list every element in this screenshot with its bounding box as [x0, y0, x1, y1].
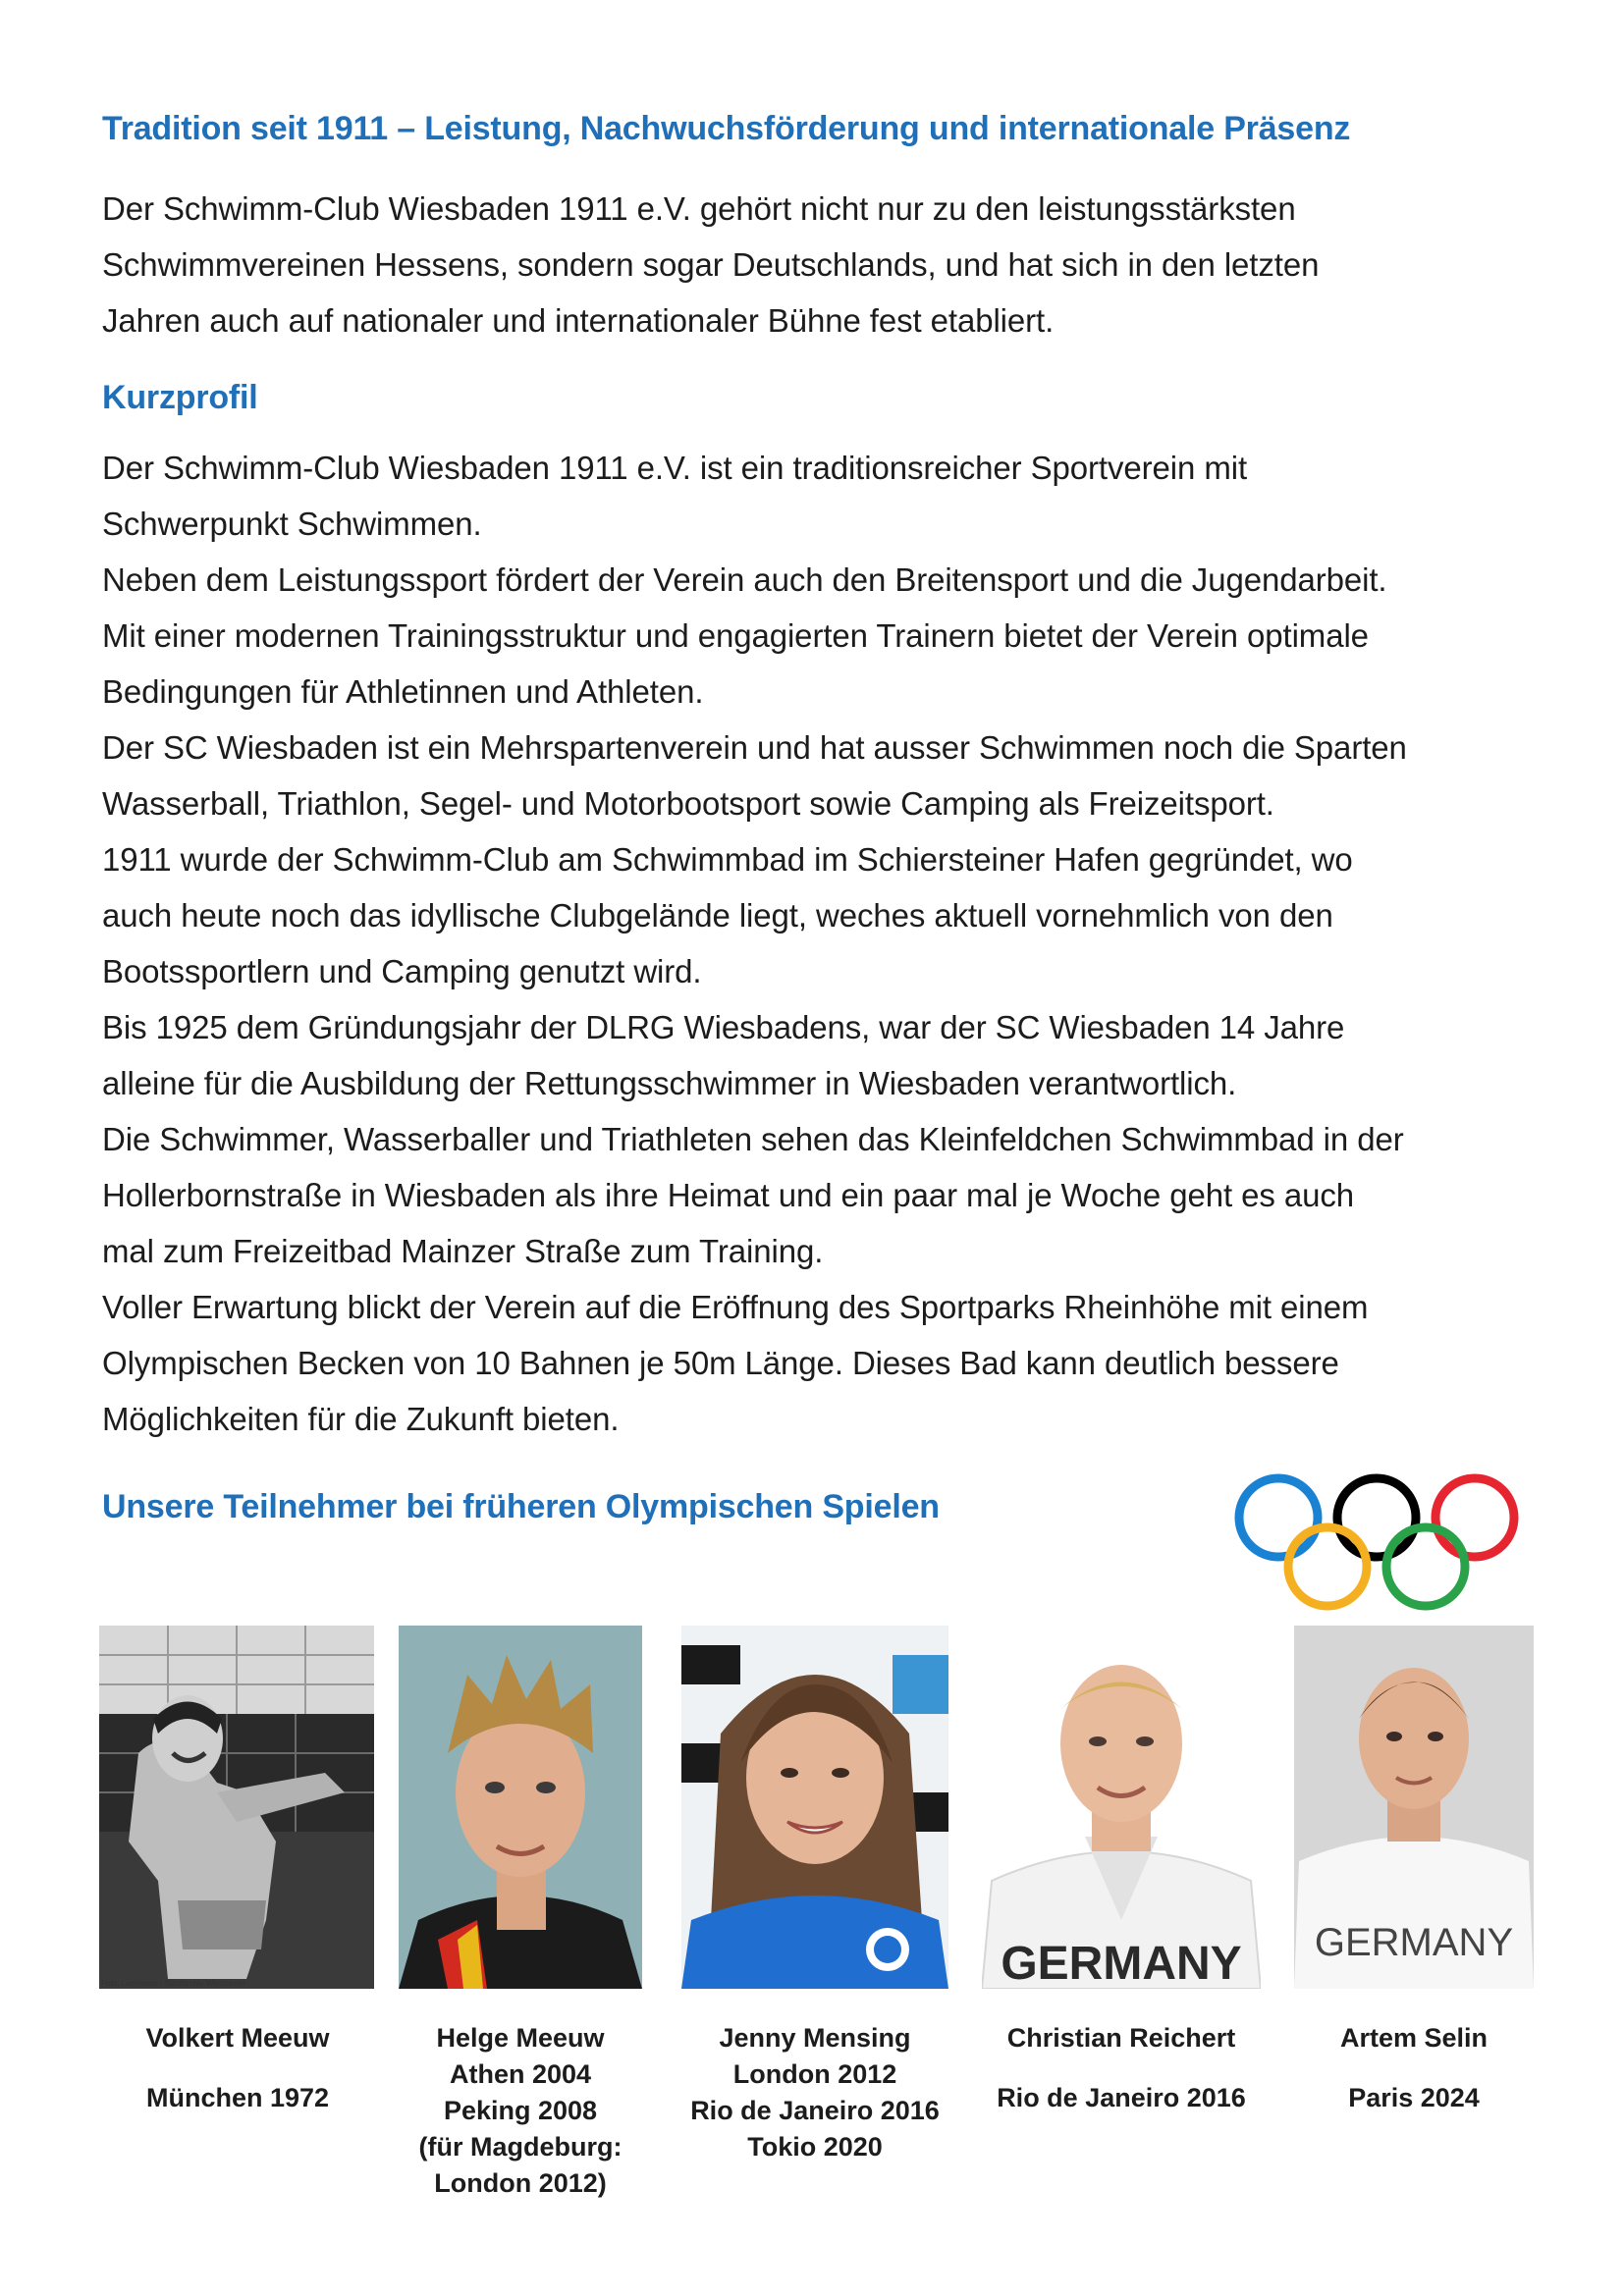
olympic-rings-icon	[1229, 1472, 1524, 1620]
ring-green	[1386, 1527, 1465, 1606]
jersey-text: GERMANY	[1314, 1921, 1514, 1964]
athlete-games: (für Magdeburg:	[418, 2132, 623, 2162]
athlete-games: München 1972	[145, 2083, 330, 2112]
athlete-games: Peking 2008	[443, 2096, 598, 2125]
caption-jenny-mensing	[658, 2020, 972, 2165]
photo-volkert-meeuw	[99, 1626, 374, 1989]
caption-helge-meeuw	[363, 2020, 677, 2202]
athlete-name: Helge Meeuw	[436, 2023, 605, 2053]
athlete-games: London 2012	[732, 2059, 897, 2089]
ring-yellow	[1288, 1527, 1367, 1606]
athlete-games: Tokio 2020	[747, 2132, 883, 2162]
caption-christian-reichert	[964, 2020, 1278, 2116]
athlete-name: Jenny Mensing	[719, 2023, 911, 2053]
intro-paragraph	[102, 181, 1536, 348]
section-heading-tradition: Tradition seit 1911 – Leistung, Nachwuchsförderung und internationale Präsenz	[102, 110, 1351, 147]
text-line: Olympischen Becken von 10 Bahnen je 50m Länge. Dieses Bad kann deutlich bessere	[102, 1345, 1339, 1381]
athlete-games: Rio de Janeiro 2016	[690, 2096, 940, 2125]
photo-credit: Foto: Lachmann / Stadtarchiv Wiesbaden	[101, 1979, 245, 1988]
text-line: mal zum Freizeitbad Mainzer Straße zum Training.	[102, 1233, 824, 1269]
text-line: Jahren auch auf nationaler und internationaler Bühne fest etabliert.	[102, 302, 1055, 339]
text-line: Wasserball, Triathlon, Segel- und Motorbootsport sowie Camping als Freizeitsport.	[102, 785, 1274, 822]
text-line: Der Schwimm-Club Wiesbaden 1911 e.V. gehört nicht nur zu den leistungsstärksten	[102, 190, 1296, 227]
section-heading-kurzprofil: Kurzprofil	[102, 379, 258, 416]
athlete-games: London 2012)	[434, 2168, 607, 2198]
text-line: Neben dem Leistungssport fördert der Verein auch den Breitensport und die Jugendarbeit.	[102, 561, 1387, 598]
text-line: auch heute noch das idyllische Clubgelände liegt, weches aktuell vornehmlich von den	[102, 897, 1333, 934]
text-line: 1911 wurde der Schwimm-Club am Schwimmbad im Schiersteiner Hafen gegründet, wo	[102, 841, 1353, 878]
photo-jenny-mensing	[681, 1626, 948, 1989]
text-line: alleine für die Ausbildung der Rettungsschwimmer in Wiesbaden verantwortlich.	[102, 1065, 1237, 1101]
profile-paragraph	[102, 440, 1536, 1447]
text-line: Bootssportlern und Camping genutzt wird.	[102, 953, 702, 989]
text-line: Bedingungen für Athletinnen und Athleten.	[102, 673, 704, 710]
section-heading-olympics: Unsere Teilnehmer bei früheren Olympischen Spielen	[102, 1488, 940, 1525]
athlete-games: Athen 2004	[449, 2059, 592, 2089]
ring-black	[1337, 1478, 1416, 1557]
photo-helge-meeuw	[399, 1626, 642, 1989]
text-line: Der SC Wiesbaden ist ein Mehrspartenverein und hat ausser Schwimmen noch die Sparten	[102, 729, 1407, 766]
photo-artem-selin	[1294, 1626, 1534, 1989]
athlete-games: Rio de Janeiro 2016	[997, 2083, 1246, 2112]
photo-christian-reichert	[982, 1626, 1261, 1989]
text-line: Mit einer modernen Trainingsstruktur und engagierten Trainern bietet der Verein optimale	[102, 617, 1369, 654]
jersey-text: GERMANY	[1001, 1938, 1242, 1989]
athlete-name: Artem Selin	[1339, 2023, 1489, 2053]
athlete-games: Paris 2024	[1348, 2083, 1480, 2112]
athlete-name: Christian Reichert	[1006, 2023, 1236, 2053]
text-line: Möglichkeiten für die Zukunft bieten.	[102, 1401, 620, 1437]
text-line: Schwerpunkt Schwimmen.	[102, 506, 482, 542]
text-line: Schwimmvereinen Hessens, sondern sogar Deutschlands, und hat sich in den letzten	[102, 246, 1320, 283]
caption-volkert-meeuw	[81, 2020, 395, 2116]
caption-artem-selin	[1257, 2020, 1571, 2116]
text-line: Hollerbornstraße in Wiesbaden als ihre Heimat und ein paar mal je Woche geht es auch	[102, 1177, 1354, 1213]
text-line: Die Schwimmer, Wasserballer und Triathleten sehen das Kleinfeldchen Schwimmbad in der	[102, 1121, 1404, 1157]
text-line: Der Schwimm-Club Wiesbaden 1911 e.V. ist ein traditionsreicher Sportverein mit	[102, 450, 1248, 486]
ring-red	[1435, 1478, 1514, 1557]
ring-blue	[1239, 1478, 1318, 1557]
text-line: Voller Erwartung blickt der Verein auf die Eröffnung des Sportparks Rheinhöhe mit einem	[102, 1289, 1369, 1325]
athlete-name: Volkert Meeuw	[145, 2023, 330, 2053]
text-line: Bis 1925 dem Gründungsjahr der DLRG Wiesbadens, war der SC Wiesbaden 14 Jahre	[102, 1009, 1345, 1045]
